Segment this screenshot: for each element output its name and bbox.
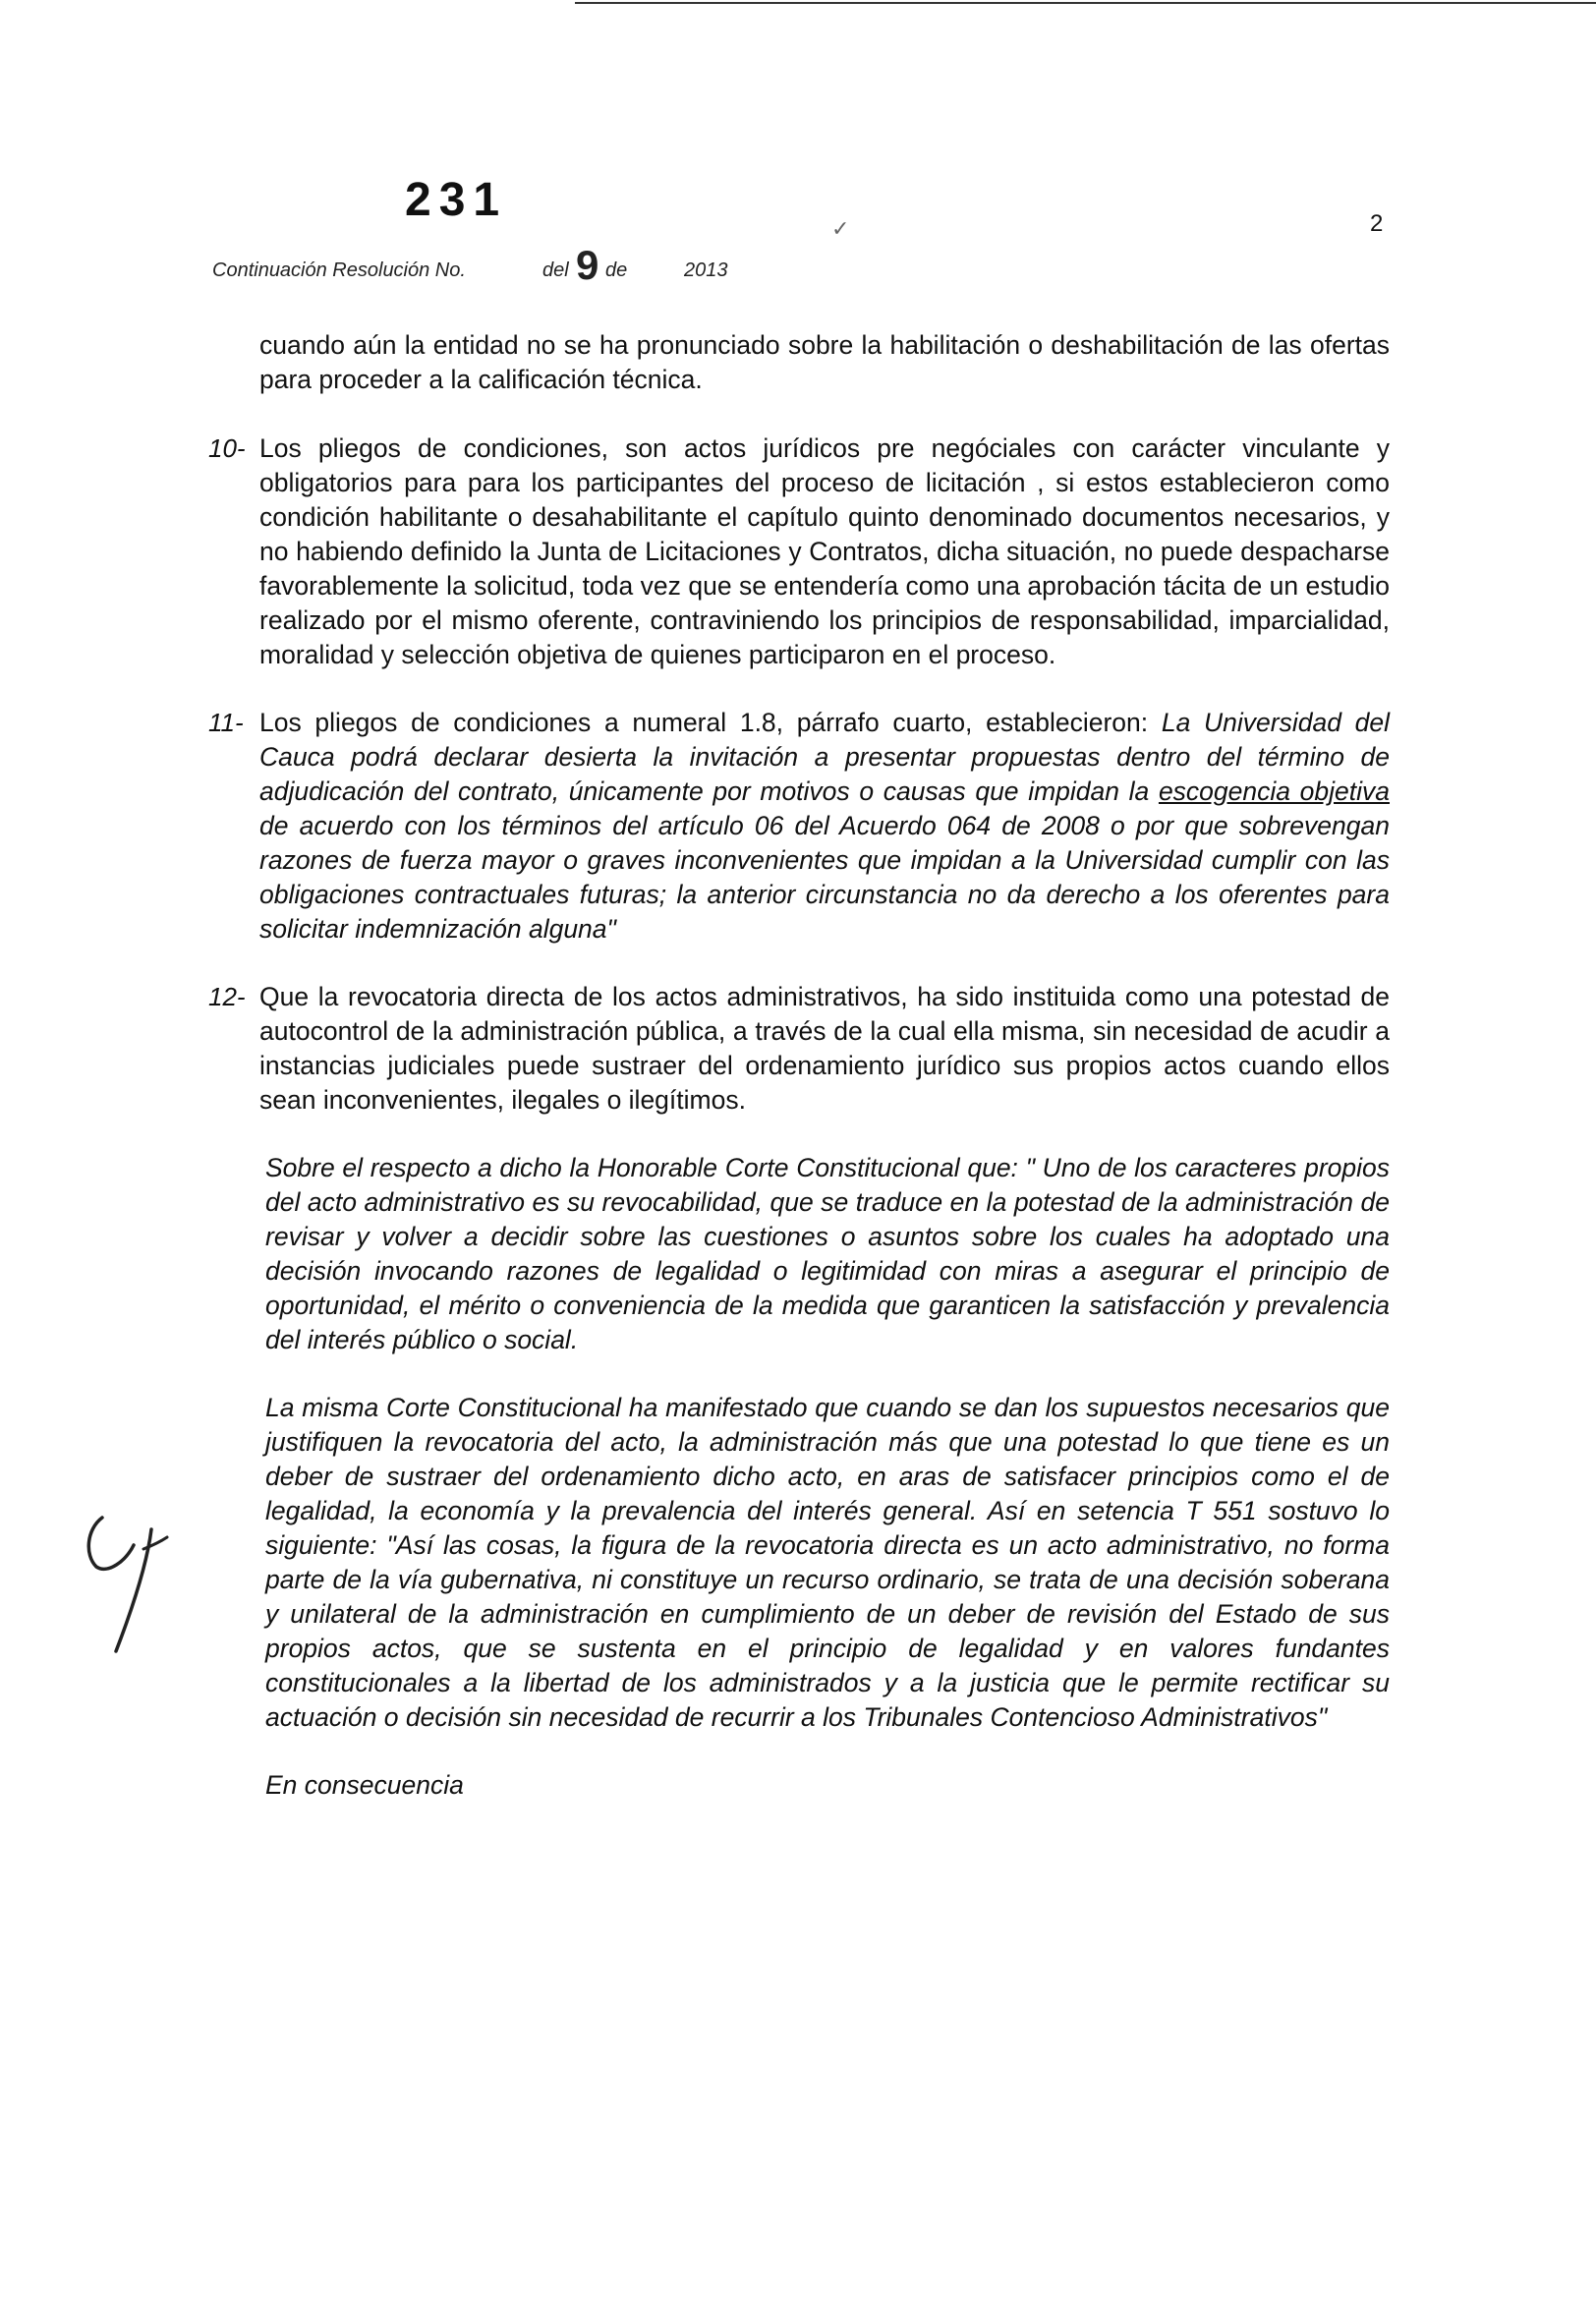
item-10 xyxy=(208,431,1390,672)
stray-check-mark: ✓ xyxy=(831,216,850,241)
del-label: del xyxy=(542,259,569,281)
item-text: Que la revocatoria directa de los actos administrativos, ha sido instituida como una potestad de autocontrol de la administración pública, a través de la cual ella misma, sin necesidad de acudir a instancias judiciales puede sustraer del ordenamiento jurídico sus propios actos cuando ellos sean inconvenientes, ilegales o ilegítimos. xyxy=(259,982,1390,1115)
item-quote-text: La Universidad del Cauca podrá declarar desierta la invitación a presentar propuestas dentro del término de adjudicación del contrato, únicamente por motivos o causas que impidan la xyxy=(259,708,1391,806)
resolution-day: 9 xyxy=(576,242,599,288)
item-lead-text: Los pliegos de condiciones a numeral 1.8, párrafo cuarto, establecieron: xyxy=(259,708,1162,737)
quote-paragraph-1: Sobre el respecto a dicho la Honorable Corte Constitucional que: " Uno de los caracteres propios del acto administrativo es su revocabilidad, que se traduce en la potestad de la administración de revisar y volver a decidir sobre las cuestiones o asuntos sobre los cuales ha adoptado una decisión invocando razones de legalidad o legitimidad con miras a asegurar el principio de oportunidad, el mérito o conveniencia de la medida que garanticen la satisfacción y prevalencia del interés público o social. xyxy=(265,1153,1390,1354)
item-number: 11- xyxy=(208,708,244,737)
de-label: de xyxy=(605,259,628,281)
item-number: 10- xyxy=(208,433,246,463)
resolution-year: 2013 xyxy=(684,259,728,281)
item-quote-text: de acuerdo con los términos del artículo 06 del Acuerdo 064 de 2008 o por que sobrevengan razones de fuerza mayor o graves inconvenientes que impidan a la Universidad cumplir con las obligaciones contractuales futuras; la anterior circunstancia no da derecho a los oferentes para solicitar indemnización alguna" xyxy=(259,811,1390,944)
item-number: 12- xyxy=(208,982,246,1011)
top-rule xyxy=(575,2,1596,4)
quote-paragraph-2: La misma Corte Constitucional ha manifestado que cuando se dan los supuestos necesarios que justifiquen la revocatoria del acto, la administración más que una potestad lo que tiene es un deber de sustraer del ordenamiento dicho acto, en aras de satisfacer principios como el de legalidad, la economía y la prevalencia del interés general. Así en setencia T 551 sostuvo lo siguiente: "Así las cosas, la figura de la revocatoria directa es un acto administrativo, no forma parte de la vía gubernativa, ni constituye un recurso ordinario, se trata de una decisión soberana y unilateral de la administración en cumplimiento de un deber de revisión del Estado de sus propios actos, que se sustenta en el principio de legalidad y en valores fundantes constitucionales a la libertad de los administrados y a la justicia que le permite rectificar su actuación o decisión sin necesidad de recurrir a los Tribunales Contencioso Administrativos" xyxy=(265,1393,1390,1732)
handwritten-initial-signature xyxy=(83,1512,181,1659)
document-body xyxy=(208,328,1391,1803)
underlined-phrase: escogencia objetiva xyxy=(1158,776,1390,806)
closing-phrase: En consecuencia xyxy=(265,1770,464,1800)
page-number: 2 xyxy=(1370,210,1384,237)
item-text: Los pliegos de condiciones, son actos jurídicos pre negóciales con carácter vinculante y obligatorios para para los participantes del proceso de licitación , si estos establecieron como condición habilitante o desahabilitante el capítulo quinto denominado documentos necesarios, y no habiendo definido la Junta de Licitaciones y Contratos, dicha situación, no puede despacharse favorablemente la solicitud, toda vez que se entendería como una aprobación tácita de un estudio realizado por el mismo oferente, contraviniendo los principios de responsabilidad, imparcialidad, moralidad y selección objetiva de quienes participaron en el proceso. xyxy=(259,433,1390,669)
resolution-number: 231 xyxy=(405,174,508,226)
item-11 xyxy=(208,706,1391,947)
header-line xyxy=(212,242,763,288)
continuation-label: Continuación Resolución No. xyxy=(212,259,466,281)
item-12 xyxy=(208,980,1390,1118)
intro-paragraph: cuando aún la entidad no se ha pronunciado sobre la habilitación o deshabilitación de las ofertas para proceder a la calificación técnica. xyxy=(259,330,1390,394)
